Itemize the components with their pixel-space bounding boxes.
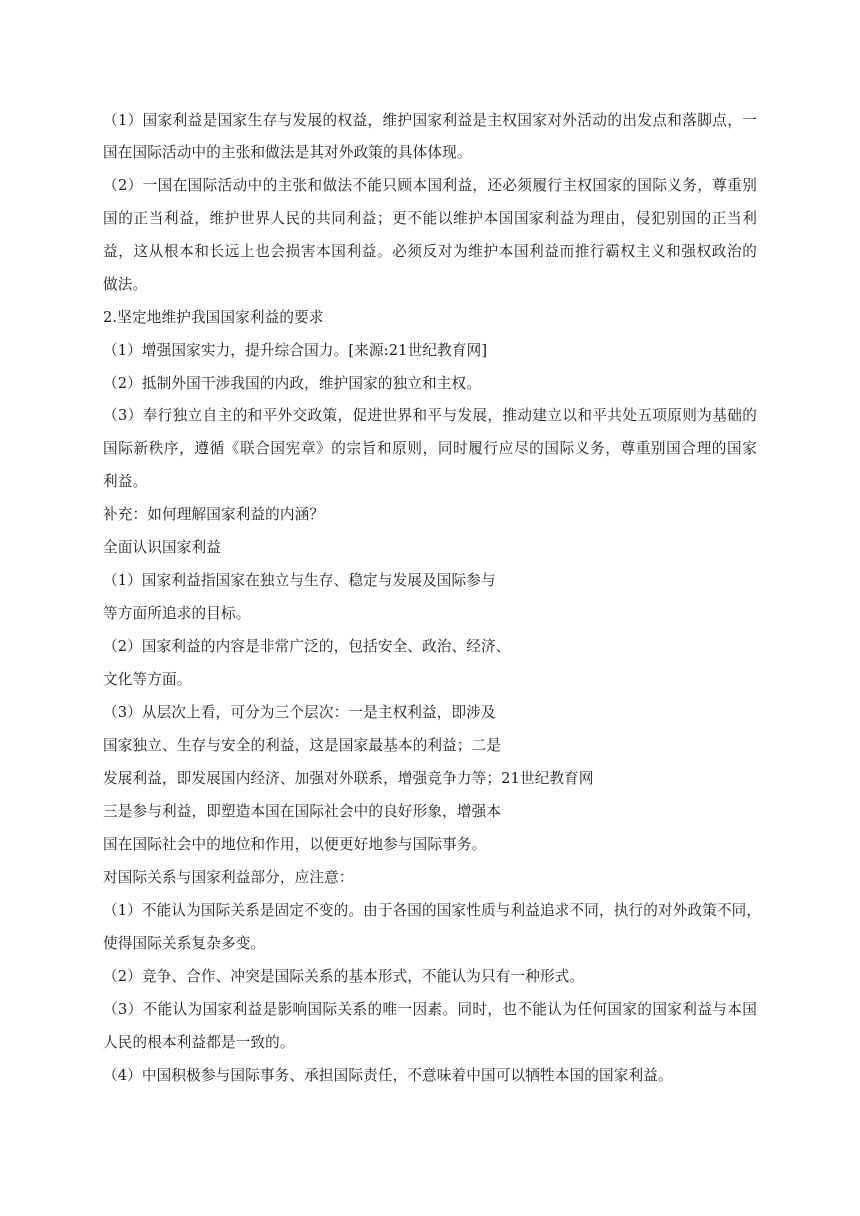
understanding-1-line-2: 等方面所追求的目标。 <box>103 605 251 622</box>
attention-heading: 对国际关系与国家利益部分，应注意： <box>103 869 354 886</box>
requirement-2: （2）抵制外国干涉我国的内政，维护国家的独立和主权。 <box>103 375 482 392</box>
understanding-3-line-5: 国在国际社会中的地位和作用，以便更好地参与国际事务。 <box>103 836 487 853</box>
understanding-3-line-1: （3）从层次上看，可分为三个层次：一是主权利益，即涉及 <box>103 704 496 721</box>
subheading-understanding: 全面认识国家利益 <box>103 539 221 556</box>
attention-1-line-2: 使得国际关系复杂多变。 <box>103 935 266 952</box>
section-heading-2: 2.坚定地维护我国国家利益的要求 <box>103 309 324 326</box>
requirement-1: （1）增强国家实力，提升综合国力。[来源:21世纪教育网] <box>103 342 488 359</box>
supplement-heading: 补充：如何理解国家利益的内涵？ <box>103 506 325 523</box>
requirement-3-line-1: （3）奉行独立自主的和平外交政策，促进世界和平与发展，推动建立以和平共处五项原则为基础的 <box>103 407 757 424</box>
para-2-line-4: 做法。 <box>103 276 148 293</box>
understanding-2-line-2: 文化等方面。 <box>103 671 192 688</box>
para-2-line-1: （2）一国在国际活动中的主张和做法不能只顾本国利益，还必须履行主权国家的国际义务，尊重别 <box>103 177 757 194</box>
para-2-line-3: 益，这从根本和长远上也会损害本国利益。必须反对为维护本国利益而推行霸权主义和强权政治的 <box>103 243 757 260</box>
requirement-3-line-2: 国际新秩序，遵循《联合国宪章》的宗旨和原则，同时履行应尽的国际义务，尊重别国合理的国家 <box>103 440 757 457</box>
understanding-2-line-1: （2）国家利益的内容是非常广泛的，包括安全、政治、经济、 <box>103 638 511 655</box>
attention-2: （2）竞争、合作、冲突是国际关系的基本形式，不能认为只有一种形式。 <box>103 968 585 985</box>
attention-1-line-1: （1）不能认为国际关系是固定不变的。由于各国的国家性质与利益追求不同，执行的对外政策不同， <box>103 902 762 919</box>
para-1-line-2: 国在国际活动中的主张和做法是其对外政策的具体体现。 <box>103 144 472 161</box>
attention-3-line-2: 人民的根本利益都是一致的。 <box>103 1034 295 1051</box>
attention-4: （4）中国积极参与国际事务、承担国际责任，不意味着中国可以牺牲本国的国家利益。 <box>103 1067 673 1084</box>
para-1-line-1: （1）国家利益是国家生存与发展的权益，维护国家利益是主权国家对外活动的出发点和落脚点，一 <box>103 112 757 129</box>
understanding-3-line-2: 国家独立、生存与安全的利益，这是国家最基本的利益；二是 <box>103 737 502 754</box>
understanding-3-line-4: 三是参与利益，即塑造本国在国际社会中的良好形象，增强本 <box>103 803 502 820</box>
requirement-3-line-3: 利益。 <box>103 473 148 490</box>
understanding-3-line-3: 发展利益，即发展国内经济、加强对外联系，增强竞争力等；21世纪教育网 <box>103 770 594 787</box>
para-2-line-2: 国的正当利益，维护世界人民的共同利益；更不能以维护本国国家利益为理由，侵犯别国的正当利 <box>103 210 757 227</box>
attention-3-line-1: （3）不能认为国家利益是影响国际关系的唯一因素。同时，也不能认为任何国家的国家利益与本国 <box>103 1001 757 1018</box>
understanding-1-line-1: （1）国家利益指国家在独立与生存、稳定与发展及国际参与 <box>103 572 496 589</box>
